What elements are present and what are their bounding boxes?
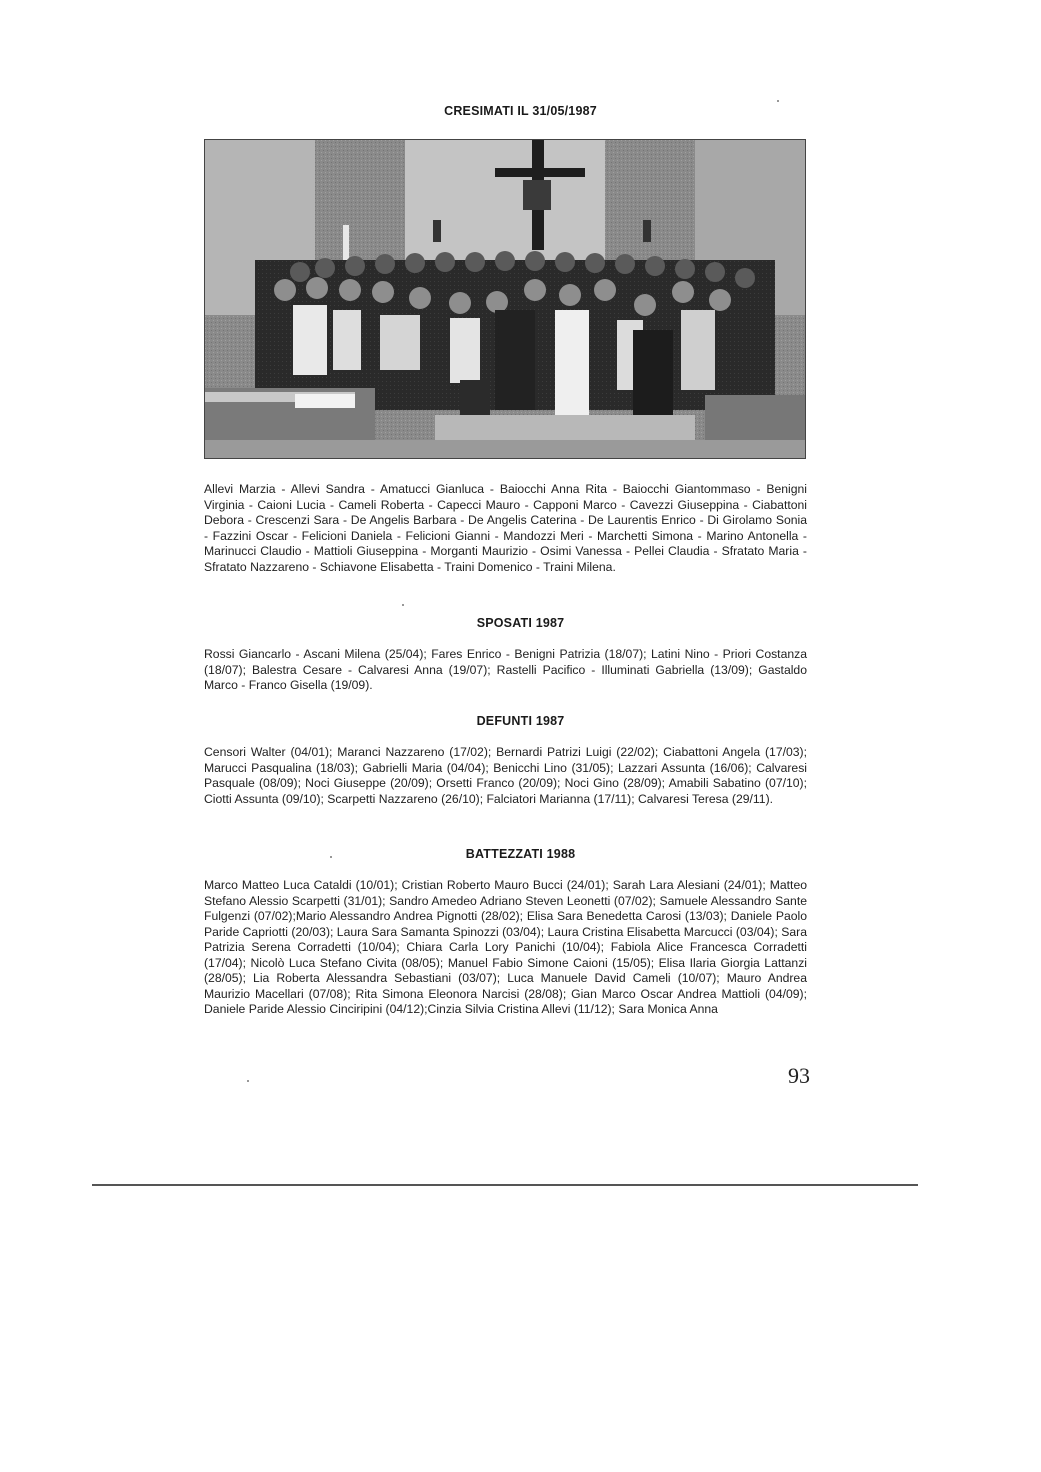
defunti-text: Censori Walter (04/01); Maranci Nazzareno (17/02); Bernardi Patrizi Luigi (22/02); Ciabattoni Angela (17/03); Marucci Pasqualina (18/03); Gabrielli Maria (04/04); Benicchi Lino (31/05); Lazzari Assunta (16/06); Calvaresi Pasquale (08/09); Noci Giuseppe (20/09); Orsetti Franco (20/09); Noci Gino (28/09); Amabili Sabatino (07/10); Ciotti Assunta (09/10); Scarpetti Nazzareno (26/10); Falciatori Marianna (17/11); Calvaresi Teresa (29/11). — [204, 745, 807, 806]
battezzati-heading: BATTEZZATI 1988 — [465, 847, 576, 861]
cresimati-names: Allevi Marzia - Allevi Sandra - Amatucci Gianluca - Baiocchi Anna Rita - Baiocchi Giantommaso - Benigni Virginia - Caioni Lucia - Cameli Roberta - Capecci Mauro - Capponi Marco - Cavezzi Giuseppina - Ciabattoni Debora - Crescenzi Sara - De Angelis Barbara - De Angelis Caterina - De Laurentis Enrico - Di Girolamo Sonia - Fazzini Oscar - Felicioni Daniela - Felicioni Gianni - Mandozzi Meri - Marchetti Simona - Marino Antonella - Marinucci Claudio - Mattioli Giuseppina - Morganti Maurizio - Osimi Vanessa - Pellei Claudia - Sfratato Maria - Sfratato Nazzareno - Schiavone Elisabetta - Traini Domenico - Traini Milena. — [204, 482, 807, 574]
scan-speck — [402, 604, 404, 606]
sposati-text: Rossi Giancarlo - Ascani Milena (25/04); Fares Enrico - Benigni Patrizia (18/07); Latini Nino - Priori Costanza (18/07); Balestra Cesare - Calvaresi Anna (19/07); Rastelli Pacifico - Illuminati Gabriella (13/09); Gastaldo Marco - Franco Gisella (19/09). — [204, 647, 807, 692]
group-photo — [204, 139, 806, 459]
battezzati-text: Marco Matteo Luca Cataldi (10/01); Cristian Roberto Mauro Bucci (24/01); Sarah Lara Alesiani (24/01); Matteo Stefano Alessio Scarpetti (31/01); Sandro Amedeo Adriano Steven Leonetti (07/02); Samuele Alessandro Sante Fulgenzi (07/02);Mario Alessandro Andrea Pignotti (28/02); Elisa Sara Benedetta Carosi (13/03); Daniele Paolo Paride Capriotti (20/03); Laura Sara Samanta Spinozzi (03/04); Laura Cristina Elisabetta Marcucci (03/04); Sara Patrizia Serena Corradetti (10/04); Chiara Carla Lory Panichi (10/04); Fabiola Alice Francesca Corradetti (17/04); Nicolò Luca Stefano Civita (08/05); Manuel Fabio Simone Caioni (15/05); Elisa Ilaria Giorgia Lattanzi (28/05); Lia Roberta Alessandra Sebastiani (03/07); Luca Manuele David Cameli (10/07); Mauro Andrea Maurizio Macellari (07/08); Rita Simona Eleonora Narcisi (28/08); Gian Marco Oscar Andrea Mattioli (04/09); Daniele Paride Alessio Cinciripini (04/12);Cinzia Silvia Cristina Allevi (11/12); Sara Monica Anna — [204, 878, 807, 1016]
scan-speck — [777, 100, 779, 102]
bottom-rule — [92, 1184, 918, 1186]
scan-speck — [330, 856, 332, 858]
sposati-heading: SPOSATI 1987 — [476, 616, 565, 630]
scan-speck — [247, 1080, 249, 1082]
defunti-heading: DEFUNTI 1987 — [476, 714, 565, 728]
cresimati-heading: CRESIMATI IL 31/05/1987 — [444, 104, 597, 118]
page-number: 93 — [788, 1063, 810, 1088]
group-photo-icon — [205, 140, 805, 458]
